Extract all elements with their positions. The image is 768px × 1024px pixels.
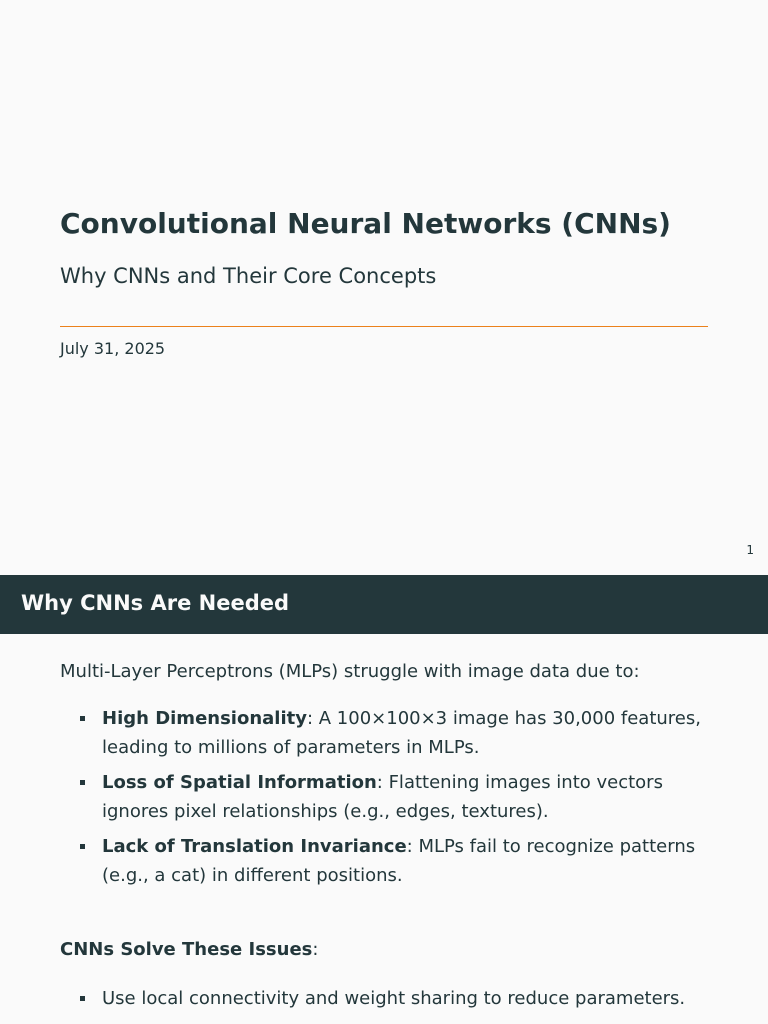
problem-list bbox=[102, 704, 722, 896]
list-item bbox=[102, 704, 722, 762]
content-slide bbox=[0, 575, 768, 1024]
problem-term: Loss of Spatial Information bbox=[102, 772, 377, 793]
solve-heading: CNNs Solve These Issues bbox=[60, 939, 313, 960]
solution-list bbox=[102, 984, 722, 1019]
problem-term: Lack of Translation Invariance bbox=[102, 836, 407, 857]
bullet-marker bbox=[80, 844, 85, 849]
bullet-marker bbox=[80, 996, 85, 1001]
intro-text: Multi-Layer Perceptrons (MLPs) struggle with image data due to: bbox=[60, 661, 640, 682]
frame-title-bar bbox=[0, 575, 768, 634]
problem-text: : Flattening images into vectors ignores pixel relationships (e.g., edges, textures). bbox=[102, 772, 663, 822]
title-divider bbox=[60, 326, 708, 327]
problem-text: : A 100×100×3 image has 30,000 features, leading to millions of parameters in MLPs. bbox=[102, 708, 701, 758]
bullet-marker bbox=[80, 716, 85, 721]
page-number: 1 bbox=[746, 543, 754, 557]
list-item bbox=[102, 832, 722, 890]
presentation-date: July 31, 2025 bbox=[60, 339, 166, 358]
presentation-subtitle: Why CNNs and Their Core Concepts bbox=[60, 264, 437, 288]
solution-text: Use local connectivity and weight sharing to reduce parameters. bbox=[102, 988, 686, 1009]
problem-text: : MLPs fail to recognize patterns (e.g., a cat) in different positions. bbox=[102, 836, 696, 886]
presentation-title: Convolutional Neural Networks (CNNs) bbox=[60, 207, 671, 240]
solve-suffix: : bbox=[312, 939, 319, 960]
bullet-marker bbox=[80, 780, 85, 785]
list-item bbox=[102, 768, 722, 826]
frame-title: Why CNNs Are Needed bbox=[21, 591, 290, 615]
solve-heading-line bbox=[60, 939, 318, 960]
problem-term: High Dimensionality bbox=[102, 708, 307, 729]
list-item bbox=[102, 984, 722, 1013]
